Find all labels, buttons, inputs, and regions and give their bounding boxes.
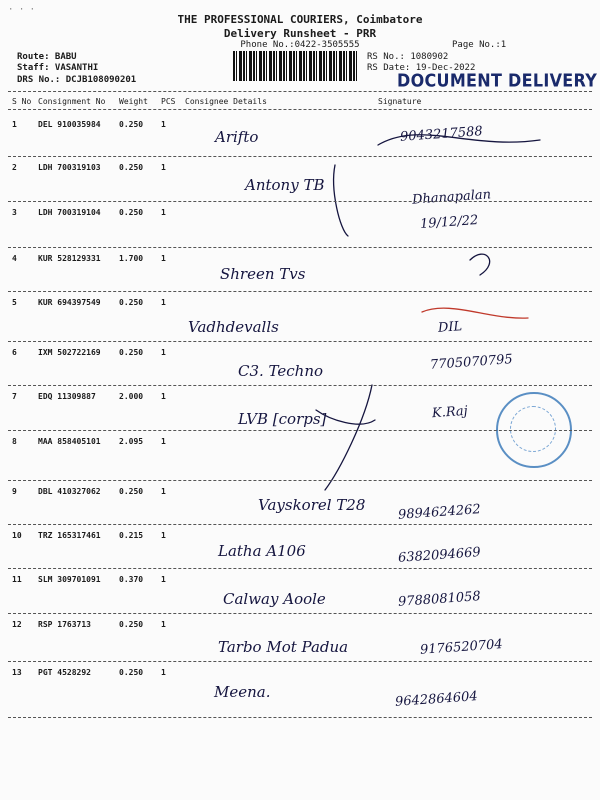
- handwritten-signature: 7705070795: [429, 352, 514, 373]
- rs-date: RS Date: 19-Dec-2022: [367, 63, 476, 73]
- row-sno: 9: [12, 487, 17, 496]
- handwritten-signature: Dhanapalan: [411, 187, 492, 208]
- row-pcs: 1: [161, 208, 166, 217]
- row-sno: 10: [12, 531, 22, 540]
- row-consignment-no: RSP 1763713: [38, 620, 91, 629]
- handwritten-consignee: Calway Aoole: [223, 590, 326, 608]
- row-divider: [8, 717, 592, 718]
- row-consignment-no: LDH 700319103: [38, 163, 101, 172]
- handwritten-signature: 6382094669: [397, 545, 482, 566]
- row-sno: 13: [12, 668, 22, 677]
- route-label: Route: BABU: [17, 52, 77, 62]
- handwritten-signature: 9788081058: [397, 589, 482, 610]
- row-weight: 0.215: [119, 531, 144, 540]
- row-sno: 7: [12, 392, 17, 401]
- row-weight: 1.700: [119, 254, 144, 263]
- company-title: THE PROFESSIONAL COURIERS, Coimbatore: [177, 13, 423, 26]
- row-consignment-no: DBL 410327062: [38, 487, 101, 496]
- handwritten-consignee: Arifto: [215, 128, 259, 146]
- col-weight: Weight: [119, 97, 148, 106]
- handwritten-consignee: C3. Techno: [238, 362, 324, 380]
- handwritten-consignee: Vadhdevalls: [188, 318, 279, 336]
- row-consignment-no: PGT 4528292: [38, 668, 91, 677]
- row-weight: 0.250: [119, 120, 144, 129]
- row-consignment-no: SLM 309701091: [38, 575, 101, 584]
- row-pcs: 1: [161, 254, 166, 263]
- row-consignment-no: MAA 858405101: [38, 437, 101, 446]
- row-consignment-no: DEL 910035984: [38, 120, 101, 129]
- rs-number: RS No.: 1080902: [367, 52, 449, 62]
- handwritten-consignee: Meena.: [214, 683, 271, 701]
- row-divider: [8, 341, 592, 342]
- handwritten-consignee: LVB [corps]: [238, 410, 327, 428]
- col-pcs: PCS: [161, 97, 176, 106]
- row-sno: 5: [12, 298, 17, 307]
- handwritten-consignee: Vayskorel T28: [258, 496, 366, 514]
- row-divider: [8, 430, 592, 431]
- row-pcs: 1: [161, 348, 166, 357]
- row-weight: 0.250: [119, 163, 144, 172]
- row-divider: [8, 247, 592, 248]
- runsheet-subtitle: Delivery Runsheet - PRR: [223, 27, 377, 40]
- page-number: Page No.:1: [452, 40, 507, 50]
- col-signature: Signature: [378, 97, 422, 106]
- row-weight: 0.250: [119, 668, 144, 677]
- row-sno: 1: [12, 120, 17, 129]
- row-pcs: 1: [161, 620, 166, 629]
- row-weight: 0.250: [119, 348, 144, 357]
- row-consignment-no: IXM 502722169: [38, 348, 101, 357]
- row-pcs: 1: [161, 531, 166, 540]
- row-weight: 2.095: [119, 437, 144, 446]
- row-divider: [8, 201, 592, 202]
- staff-label: Staff: VASANTHI: [17, 63, 99, 73]
- row-divider: [8, 524, 592, 525]
- row-consignment-no: LDH 700319104: [38, 208, 101, 217]
- row-weight: 0.250: [119, 487, 144, 496]
- scan-speck: · · ·: [8, 5, 36, 15]
- handwritten-signature: 9894624262: [397, 502, 482, 523]
- row-pcs: 1: [161, 437, 166, 446]
- row-divider: [8, 480, 592, 481]
- row-divider: [8, 385, 592, 386]
- row-consignment-no: TRZ 165317461: [38, 531, 101, 540]
- handwritten-signature: 9642864604: [394, 689, 479, 710]
- row-consignment-no: KUR 694397549: [38, 298, 101, 307]
- row-divider: [8, 661, 592, 662]
- row-sno: 12: [12, 620, 22, 629]
- phone-number: Phone No.:0422-3505555: [240, 40, 360, 50]
- row-weight: 0.250: [119, 208, 144, 217]
- row-pcs: 1: [161, 163, 166, 172]
- document-delivery-banner: DOCUMENT DELIVERY: [397, 70, 598, 91]
- handwritten-consignee: Tarbo Mot Padua: [218, 638, 349, 656]
- handwritten-signature: K.Raj: [431, 403, 469, 422]
- row-pcs: 1: [161, 120, 166, 129]
- row-sno: 6: [12, 348, 17, 357]
- row-weight: 0.370: [119, 575, 144, 584]
- row-consignment-no: EDQ 11309887: [38, 392, 96, 401]
- row-pcs: 1: [161, 487, 166, 496]
- col-sno: S No: [12, 97, 32, 106]
- row-consignment-no: KUR 528129331: [38, 254, 101, 263]
- handwritten-consignee: Antony TB: [245, 176, 325, 194]
- handwritten-signature: 19/12/22: [419, 212, 479, 233]
- handwritten-signature: 9176520704: [419, 637, 504, 658]
- row-divider: [8, 568, 592, 569]
- row-sno: 11: [12, 575, 22, 584]
- row-sno: 8: [12, 437, 17, 446]
- col-consignment: Consignment No: [38, 97, 106, 106]
- row-weight: 2.000: [119, 392, 144, 401]
- handwritten-signature: DIL: [437, 319, 463, 336]
- row-divider: [8, 291, 592, 292]
- row-pcs: 1: [161, 392, 166, 401]
- row-sno: 2: [12, 163, 17, 172]
- row-sno: 4: [12, 254, 17, 263]
- row-pcs: 1: [161, 575, 166, 584]
- row-pcs: 1: [161, 298, 166, 307]
- drs-number: DRS No.: DCJB108090201: [17, 75, 137, 85]
- col-consignee: Consignee Details: [185, 97, 267, 106]
- row-divider: [8, 613, 592, 614]
- handwritten-consignee: Shreen Tvs: [220, 265, 306, 283]
- handwritten-signature: 9043217588: [399, 124, 484, 145]
- handwritten-consignee: Latha A106: [218, 542, 306, 560]
- row-pcs: 1: [161, 668, 166, 677]
- row-sno: 3: [12, 208, 17, 217]
- row-weight: 0.250: [119, 298, 144, 307]
- row-divider: [8, 156, 592, 157]
- row-weight: 0.250: [119, 620, 144, 629]
